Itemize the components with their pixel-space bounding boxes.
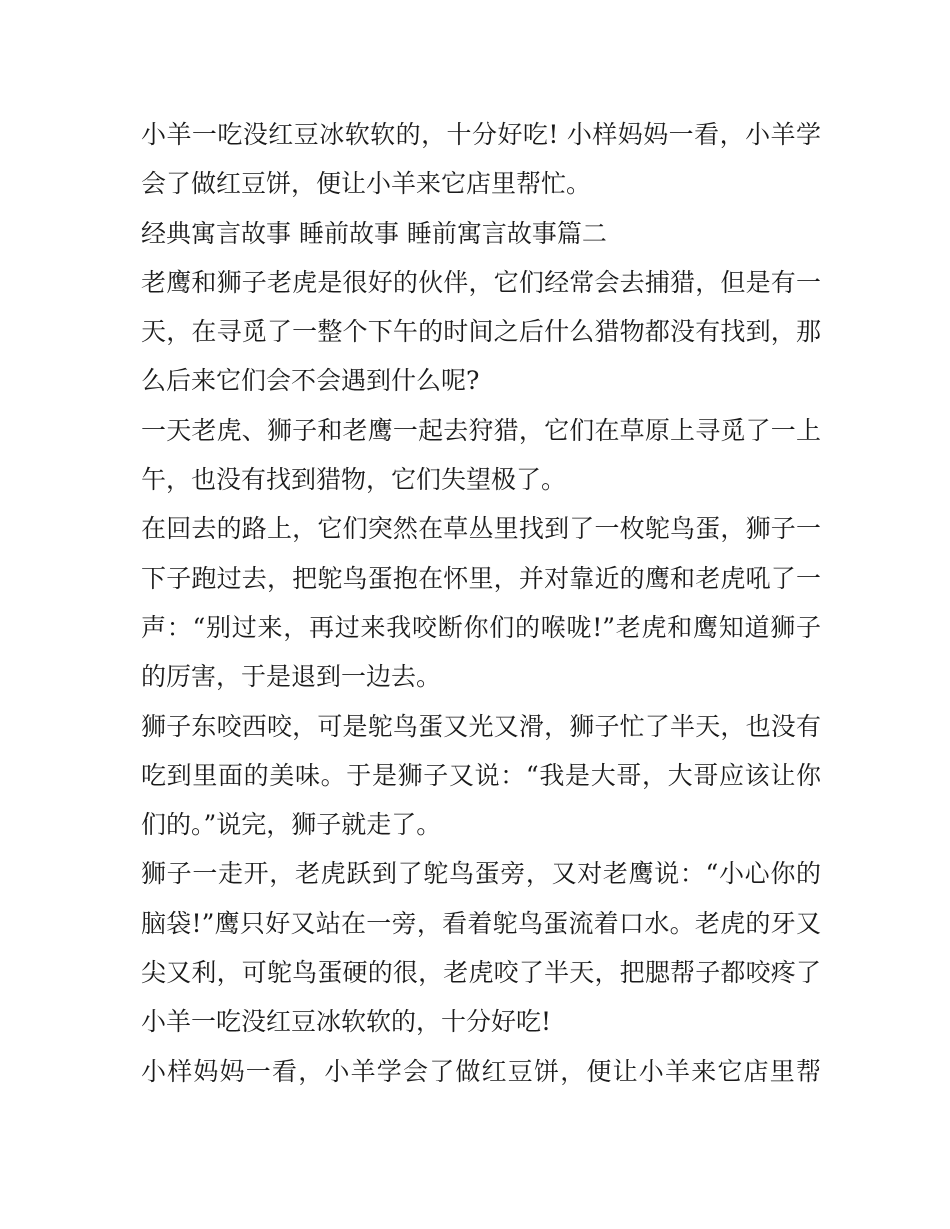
text-line-11: 声：“别过来，再过来我咬断你们的喉咙!”老虎和鹰知道狮子: [141, 612, 821, 642]
text-line-8: 午，也没有找到猎物，它们失望极了。: [141, 465, 567, 495]
text-line-15: 们的。”说完，狮子就走了。: [141, 810, 442, 840]
text-line-12: 的厉害，于是退到一边去。: [141, 662, 442, 692]
section-heading: 经典寓言故事 睡前故事 睡前寓言故事篇二: [141, 218, 607, 248]
text-line-20: 小样妈妈一看，小羊学会了做红豆饼，便让小羊来它店里帮: [141, 1056, 821, 1086]
text-line-13: 狮子东咬西咬，可是鸵鸟蛋又光又滑，狮子忙了半天，也没有: [141, 711, 821, 741]
text-line-10: 下子跑过去，把鸵鸟蛋抱在怀里，并对靠近的鹰和老虎吼了一: [141, 563, 821, 593]
text-line-6: 么后来它们会不会遇到什么呢?: [141, 366, 480, 396]
text-line-5: 天，在寻觅了一整个下午的时间之后什么猎物都没有找到，那: [141, 317, 821, 347]
text-line-14: 吃到里面的美味。于是狮子又说：“我是大哥，大哥应该让你: [141, 760, 821, 790]
text-line-19: 小羊一吃没红豆冰软软的，十分好吃!: [141, 1007, 552, 1037]
text-line-7: 一天老虎、狮子和老鹰一起去狩猎，它们在草原上寻觅了一上: [141, 415, 821, 445]
text-line-2: 会了做红豆饼，便让小羊来它店里帮忙。: [141, 169, 592, 199]
text-line-16: 狮子一走开，老虎跃到了鸵鸟蛋旁，又对老鹰说：“小心你的: [141, 859, 821, 889]
text-line-1: 小羊一吃没红豆冰软软的，十分好吃! 小样妈妈一看，小羊学: [141, 120, 821, 149]
story-text: [141, 110, 821, 1096]
text-line-9: 在回去的路上，它们突然在草丛里找到了一枚鸵鸟蛋，狮子一: [141, 514, 821, 544]
text-line-18: 尖又利，可鸵鸟蛋硬的很，老虎咬了半天，把腮帮子都咬疼了: [141, 958, 821, 988]
text-line-4: 老鹰和狮子老虎是很好的伙伴，它们经常会去捕猎，但是有一: [141, 267, 821, 297]
text-line-17: 脑袋!”鹰只好又站在一旁，看着鸵鸟蛋流着口水。老虎的牙又: [141, 908, 821, 938]
